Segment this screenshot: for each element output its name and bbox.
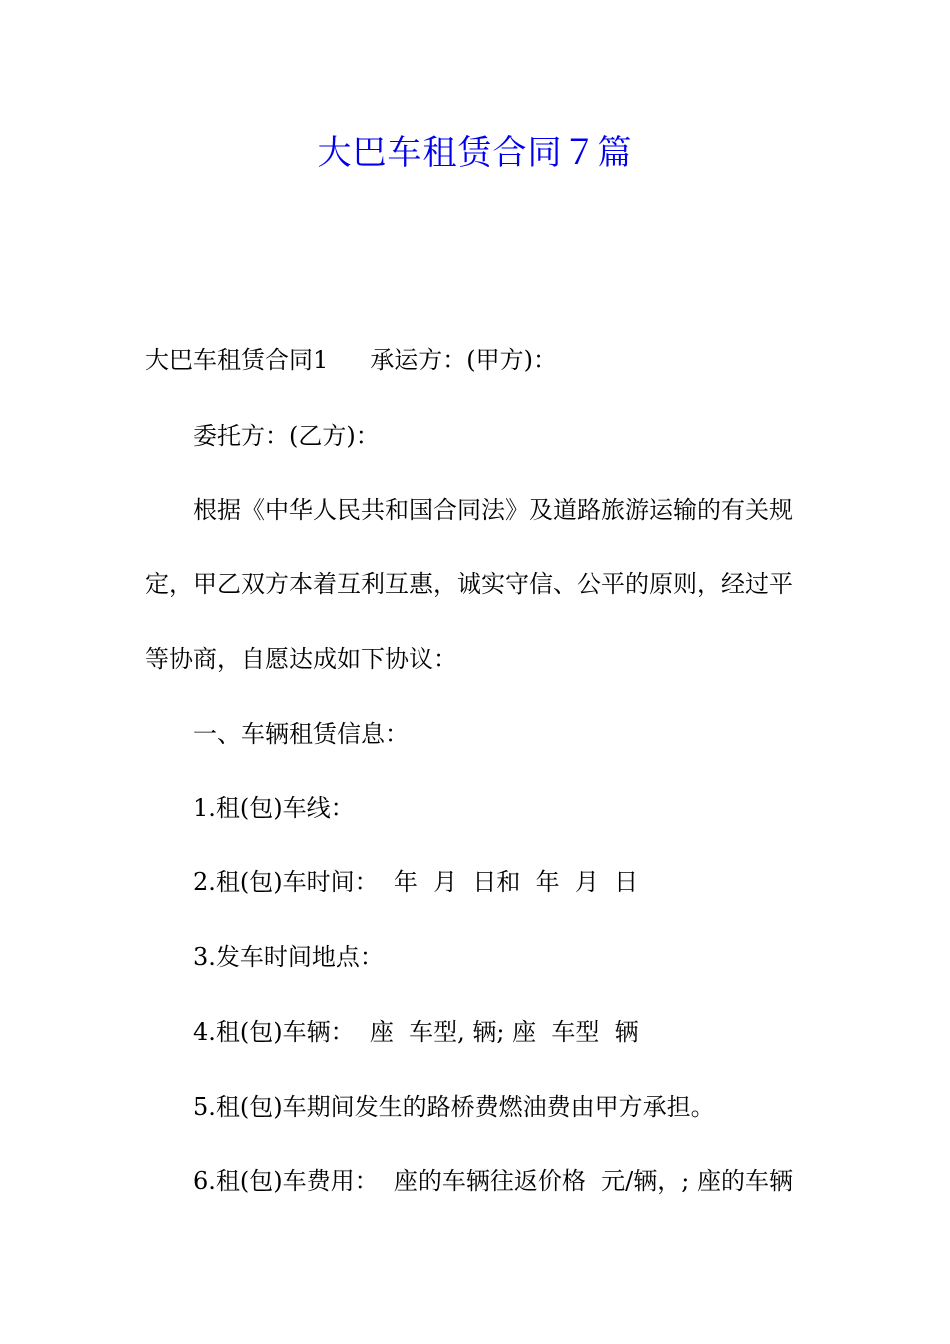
carrier-label: 承运方：(甲方)： <box>370 346 558 374</box>
list-item: 4.租(包)车辆： 座 车型, 辆; 座 车型 辆 <box>193 1018 639 1046</box>
contract-heading-line <box>145 342 557 378</box>
list-item: 5.租(包)车期间发生的路桥费燃油费由甲方承担。 <box>193 1093 715 1121</box>
list-item: 2.租(包)车时间： 年 月 日和 年 月 日 <box>193 868 639 896</box>
section-title: 一、车辆租赁信息： <box>193 720 409 748</box>
paragraph-line-1: 根据《中华人民共和国合同法》及道路旅游运输的有关规 <box>193 496 793 524</box>
paragraph-line-3: 等协商，自愿达成如下协议： <box>145 645 457 673</box>
document-title: 大巴车租赁合同７篇 <box>317 133 633 173</box>
list-item: 1.租(包)车线： <box>193 794 355 822</box>
paragraph-line-2: 定，甲乙双方本着互利互惠，诚实守信、公平的原则，经过平 <box>145 570 793 598</box>
list-item: 6.租(包)车费用： 座的车辆往返价格 元/辆，; 座的车辆 <box>193 1167 793 1195</box>
list-item: 3.发车时间地点： <box>193 943 384 971</box>
contract-number-label: 大巴车租赁合同1 <box>145 346 329 374</box>
client-label: 委托方：(乙方)： <box>193 422 380 450</box>
